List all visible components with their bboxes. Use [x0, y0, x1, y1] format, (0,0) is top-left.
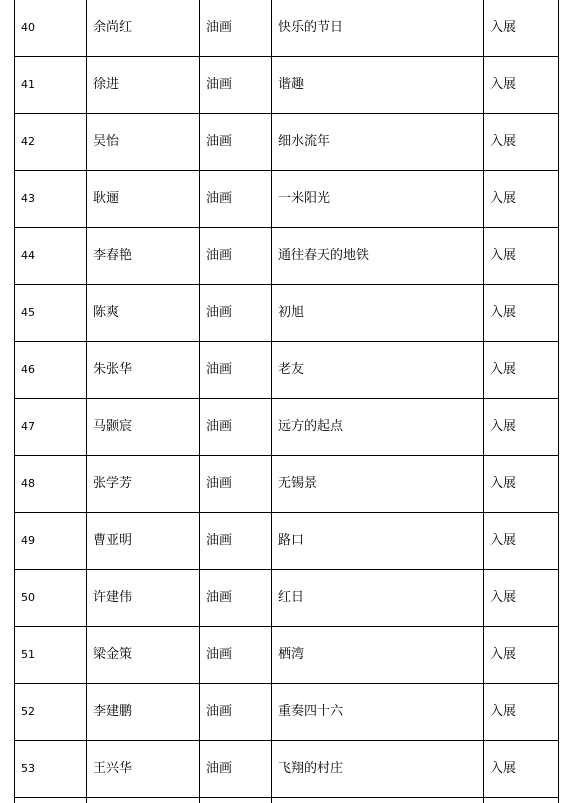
entry-number-cell: 53	[15, 741, 87, 798]
category-cell: 油画	[200, 285, 272, 342]
result-cell: 入展	[484, 228, 559, 285]
artist-name-cell: 张学芳	[87, 456, 200, 513]
entry-number-cell: 44	[15, 228, 87, 285]
entry-number-cell: 45	[15, 285, 87, 342]
entry-number-cell: 42	[15, 114, 87, 171]
result-cell: 入展	[484, 627, 559, 684]
artist-name-cell: 耿逦	[87, 171, 200, 228]
entry-number-cell: 48	[15, 456, 87, 513]
result-cell: 入展	[484, 285, 559, 342]
artwork-title-cell: 一米阳光	[272, 171, 484, 228]
artwork-title-cell: 老友	[272, 342, 484, 399]
table-row	[15, 627, 559, 684]
table-row	[15, 570, 559, 627]
entry-number-cell: 52	[15, 684, 87, 741]
table-row	[15, 114, 559, 171]
table-row	[15, 57, 559, 114]
category-cell: 油画	[200, 627, 272, 684]
table-row	[15, 171, 559, 228]
category-cell: 油画	[200, 114, 272, 171]
category-cell: 油画	[200, 513, 272, 570]
artwork-title-cell: 细水流年	[272, 114, 484, 171]
artist-name-cell: 余尚红	[87, 0, 200, 57]
table-row-cut-off	[15, 798, 559, 803]
category-cell: 油画	[200, 741, 272, 798]
entry-number-cell: 47	[15, 399, 87, 456]
category-cell: 油画	[200, 57, 272, 114]
entry-number-cell: 50	[15, 570, 87, 627]
category-cell: 油画	[200, 171, 272, 228]
exhibition-results-table	[14, 0, 559, 803]
table-row	[15, 0, 559, 57]
result-cell: 入展	[484, 456, 559, 513]
empty-cell	[484, 798, 559, 803]
result-cell: 入展	[484, 741, 559, 798]
entry-number-cell: 51	[15, 627, 87, 684]
category-cell: 油画	[200, 684, 272, 741]
table-row	[15, 741, 559, 798]
category-cell: 油画	[200, 342, 272, 399]
empty-cell	[200, 798, 272, 803]
artist-name-cell: 马颢宸	[87, 399, 200, 456]
category-cell: 油画	[200, 456, 272, 513]
artwork-title-cell: 谐趣	[272, 57, 484, 114]
category-cell: 油画	[200, 399, 272, 456]
empty-cell	[87, 798, 200, 803]
artwork-title-cell: 通往春天的地铁	[272, 228, 484, 285]
result-cell: 入展	[484, 114, 559, 171]
category-cell: 油画	[200, 228, 272, 285]
result-cell: 入展	[484, 0, 559, 57]
table-row	[15, 285, 559, 342]
entry-number-cell: 40	[15, 0, 87, 57]
table-row	[15, 399, 559, 456]
result-cell: 入展	[484, 684, 559, 741]
result-cell: 入展	[484, 513, 559, 570]
result-cell: 入展	[484, 171, 559, 228]
artwork-title-cell: 栖湾	[272, 627, 484, 684]
result-cell: 入展	[484, 570, 559, 627]
result-cell: 入展	[484, 57, 559, 114]
entry-number-cell: 46	[15, 342, 87, 399]
entry-number-cell: 43	[15, 171, 87, 228]
empty-cell	[272, 798, 484, 803]
result-cell: 入展	[484, 342, 559, 399]
entry-number-cell: 49	[15, 513, 87, 570]
category-cell: 油画	[200, 0, 272, 57]
artist-name-cell: 吴怡	[87, 114, 200, 171]
table-row	[15, 342, 559, 399]
artist-name-cell: 曹亚明	[87, 513, 200, 570]
artwork-title-cell: 路口	[272, 513, 484, 570]
table-row	[15, 684, 559, 741]
table-row	[15, 456, 559, 513]
artwork-title-cell: 初旭	[272, 285, 484, 342]
empty-cell	[15, 798, 87, 803]
artwork-title-cell: 红日	[272, 570, 484, 627]
artist-name-cell: 朱张华	[87, 342, 200, 399]
artwork-title-cell: 重奏四十六	[272, 684, 484, 741]
entry-number-cell: 41	[15, 57, 87, 114]
artist-name-cell: 王兴华	[87, 741, 200, 798]
table-row	[15, 228, 559, 285]
artwork-title-cell: 快乐的节日	[272, 0, 484, 57]
artist-name-cell: 许建伟	[87, 570, 200, 627]
table-row	[15, 513, 559, 570]
artist-name-cell: 陈爽	[87, 285, 200, 342]
artist-name-cell: 梁金策	[87, 627, 200, 684]
artist-name-cell: 李建鹏	[87, 684, 200, 741]
artwork-title-cell: 无锡景	[272, 456, 484, 513]
artwork-title-cell: 飞翔的村庄	[272, 741, 484, 798]
result-cell: 入展	[484, 399, 559, 456]
artist-name-cell: 李春艳	[87, 228, 200, 285]
artist-name-cell: 徐进	[87, 57, 200, 114]
artwork-title-cell: 远方的起点	[272, 399, 484, 456]
category-cell: 油画	[200, 570, 272, 627]
